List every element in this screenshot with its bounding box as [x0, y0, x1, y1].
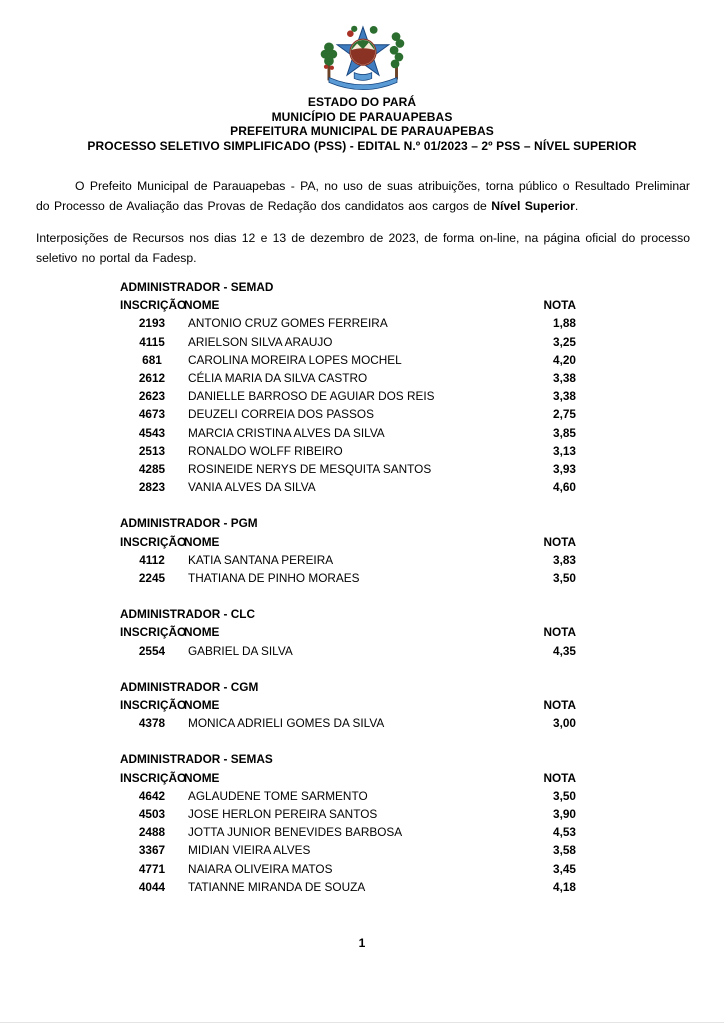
inscricao-cell: 4503: [138, 807, 166, 822]
table-row: [120, 787, 576, 805]
nota-cell: 3,90: [553, 807, 576, 822]
column-header-nota: NOTA: [543, 698, 576, 713]
nota-cell: 4,18: [553, 879, 576, 894]
nota-cell: 4,35: [553, 643, 576, 658]
nota-cell: 3,25: [553, 334, 576, 349]
table-row: [120, 351, 576, 369]
inscricao-cell: 2513: [138, 443, 166, 458]
column-header-inscricao: INSCRIÇÃO: [120, 534, 187, 549]
column-header-nome: NOME: [184, 534, 220, 549]
nome-cell: CAROLINA MOREIRA LOPES MOCHEL: [188, 352, 402, 367]
inscricao-cell: 4673: [138, 407, 166, 422]
table-row: [120, 369, 576, 387]
inscricao-cell: 2245: [138, 571, 166, 586]
inscricao-cell: 2193: [138, 316, 166, 331]
inscricao-cell: 2823: [138, 480, 166, 495]
inscricao-cell: 2554: [138, 643, 166, 658]
column-header-inscricao: INSCRIÇÃO: [120, 698, 187, 713]
nome-cell: ANTONIO CRUZ GOMES FERREIRA: [188, 316, 388, 331]
inscricao-cell: 4642: [138, 788, 166, 803]
inscricao-cell: 681: [142, 352, 162, 367]
inscricao-cell: 2488: [138, 825, 166, 840]
table-row: [120, 424, 576, 442]
nome-cell: JOTTA JUNIOR BENEVIDES BARBOSA: [188, 825, 403, 840]
inscricao-cell: 4285: [138, 462, 166, 477]
result-section: [120, 514, 576, 587]
coat-of-arms-logo: [314, 24, 410, 94]
section-title: ADMINISTRADOR - SEMAS: [120, 752, 273, 767]
table-header-row: [120, 769, 576, 787]
nota-cell: 3,50: [553, 571, 576, 586]
inscricao-cell: 3367: [138, 843, 166, 858]
table-row: [120, 405, 576, 423]
inscricao-cell: 4044: [138, 879, 166, 894]
result-section: [120, 678, 576, 733]
table-row: [120, 823, 576, 841]
nota-cell: 3,58: [553, 843, 576, 858]
section-title: ADMINISTRADOR - PGM: [120, 516, 258, 531]
inscricao-cell: 4543: [138, 425, 166, 440]
column-header-nota: NOTA: [543, 298, 576, 313]
nota-cell: 3,13: [553, 443, 576, 458]
column-header-nome: NOME: [184, 698, 220, 713]
result-section: [120, 605, 576, 660]
column-header-nota: NOTA: [543, 625, 576, 640]
nome-cell: MIDIAN VIEIRA ALVES: [188, 843, 311, 858]
table-row: [120, 569, 576, 587]
appeals-paragraph: Interposições de Recursos nos dias 12 e 13 de dezembro de 2023, de forma on-line, na página oficial do processo seletivo no portal da Fadesp.: [36, 231, 690, 265]
column-header-nome: NOME: [184, 770, 220, 785]
header-state: ESTADO DO PARÁ: [307, 95, 417, 109]
table-row: [120, 314, 576, 332]
result-section: [120, 278, 576, 496]
table-row: [120, 460, 576, 478]
header-prefecture: PREFEITURA MUNICIPAL DE PARAUAPEBAS: [230, 124, 494, 138]
result-section: [120, 750, 576, 896]
nome-cell: MARCIA CRISTINA ALVES DA SILVA: [188, 425, 385, 440]
results-sections: [120, 278, 576, 896]
nome-cell: RONALDO WOLFF RIBEIRO: [188, 443, 343, 458]
nome-cell: DANIELLE BARROSO DE AGUIAR DOS REIS: [188, 389, 435, 404]
nota-cell: 4,20: [553, 352, 576, 367]
document-header: [0, 0, 724, 153]
table-header-row: [120, 533, 576, 551]
nome-cell: KATIA SANTANA PEREIRA: [188, 552, 334, 567]
inscricao-cell: 4378: [138, 716, 166, 731]
table-row: [120, 860, 576, 878]
inscricao-cell: 4771: [138, 861, 166, 876]
nome-cell: JOSE HERLON PEREIRA SANTOS: [188, 807, 378, 822]
nome-cell: DEUZELI CORREIA DOS PASSOS: [188, 407, 374, 422]
column-header-inscricao: INSCRIÇÃO: [120, 625, 187, 640]
page-number: 1: [358, 936, 366, 950]
nota-cell: 3,83: [553, 552, 576, 567]
inscricao-cell: 2612: [138, 371, 166, 386]
table-row: [120, 642, 576, 660]
nome-cell: CÉLIA MARIA DA SILVA CASTRO: [188, 371, 368, 386]
intro-paragraph-bold: Nível Superior: [491, 199, 575, 213]
nome-cell: VANIA ALVES DA SILVA: [188, 480, 316, 495]
nota-cell: 3,85: [553, 425, 576, 440]
table-header-row: [120, 623, 576, 641]
nome-cell: AGLAUDENE TOME SARMENTO: [188, 788, 368, 803]
nome-cell: TATIANNE MIRANDA DE SOUZA: [188, 879, 366, 894]
table-row: [120, 551, 576, 569]
nota-cell: 3,00: [553, 716, 576, 731]
nota-cell: 2,75: [553, 407, 576, 422]
table-row: [120, 714, 576, 732]
intro-paragraph-period: .: [574, 199, 579, 213]
nota-cell: 1,88: [553, 316, 576, 331]
column-header-inscricao: INSCRIÇÃO: [120, 298, 187, 313]
intro-paragraph: [36, 176, 690, 216]
column-header-nome: NOME: [184, 625, 220, 640]
inscricao-cell: 4112: [139, 552, 165, 567]
nota-cell: 3,50: [553, 788, 576, 803]
column-header-nome: NOME: [184, 298, 220, 313]
nota-cell: 3,93: [553, 462, 576, 477]
table-row: [120, 805, 576, 823]
section-title: ADMINISTRADOR - CGM: [120, 679, 259, 694]
table-header-row: [120, 296, 576, 314]
header-process-title: PROCESSO SELETIVO SIMPLIFICADO (PSS) - EDITAL N.º 01/2023 – 2º PSS – NÍVEL SUPERIOR: [87, 138, 637, 153]
table-row: [120, 478, 576, 496]
inscricao-cell: 2623: [138, 389, 166, 404]
nota-cell: 3,38: [553, 389, 576, 404]
intro-paragraph-text: O Prefeito Municipal de Parauapebas - PA, no uso de suas atribuições, torna público o Resultado Preliminar do Processo de Avaliação das Provas de Redação dos candidatos aos cargos de: [36, 179, 690, 213]
column-header-nota: NOTA: [543, 534, 576, 549]
header-municipality: MUNICÍPIO DE PARAUAPEBAS: [271, 109, 453, 124]
table-row: [120, 878, 576, 896]
nome-cell: GABRIEL DA SILVA: [188, 643, 293, 658]
nome-cell: NAIARA OLIVEIRA MATOS: [188, 861, 333, 876]
nota-cell: 3,45: [553, 861, 576, 876]
nome-cell: MONICA ADRIELI GOMES DA SILVA: [188, 716, 385, 731]
column-header-inscricao: INSCRIÇÃO: [120, 770, 187, 785]
nome-cell: ARIELSON SILVA ARAUJO: [188, 334, 333, 349]
nota-cell: 4,53: [553, 825, 576, 840]
table-row: [120, 442, 576, 460]
nome-cell: ROSINEIDE NERYS DE MESQUITA SANTOS: [188, 462, 432, 477]
section-title: ADMINISTRADOR - SEMAD: [120, 280, 274, 294]
section-title: ADMINISTRADOR - CLC: [120, 607, 255, 622]
nota-cell: 4,60: [553, 480, 576, 495]
column-header-nota: NOTA: [543, 770, 576, 785]
table-row: [120, 333, 576, 351]
table-row: [120, 841, 576, 859]
nome-cell: THATIANA DE PINHO MORAES: [188, 571, 360, 586]
inscricao-cell: 4115: [139, 334, 165, 349]
table-header-row: [120, 696, 576, 714]
nota-cell: 3,38: [553, 371, 576, 386]
table-row: [120, 387, 576, 405]
